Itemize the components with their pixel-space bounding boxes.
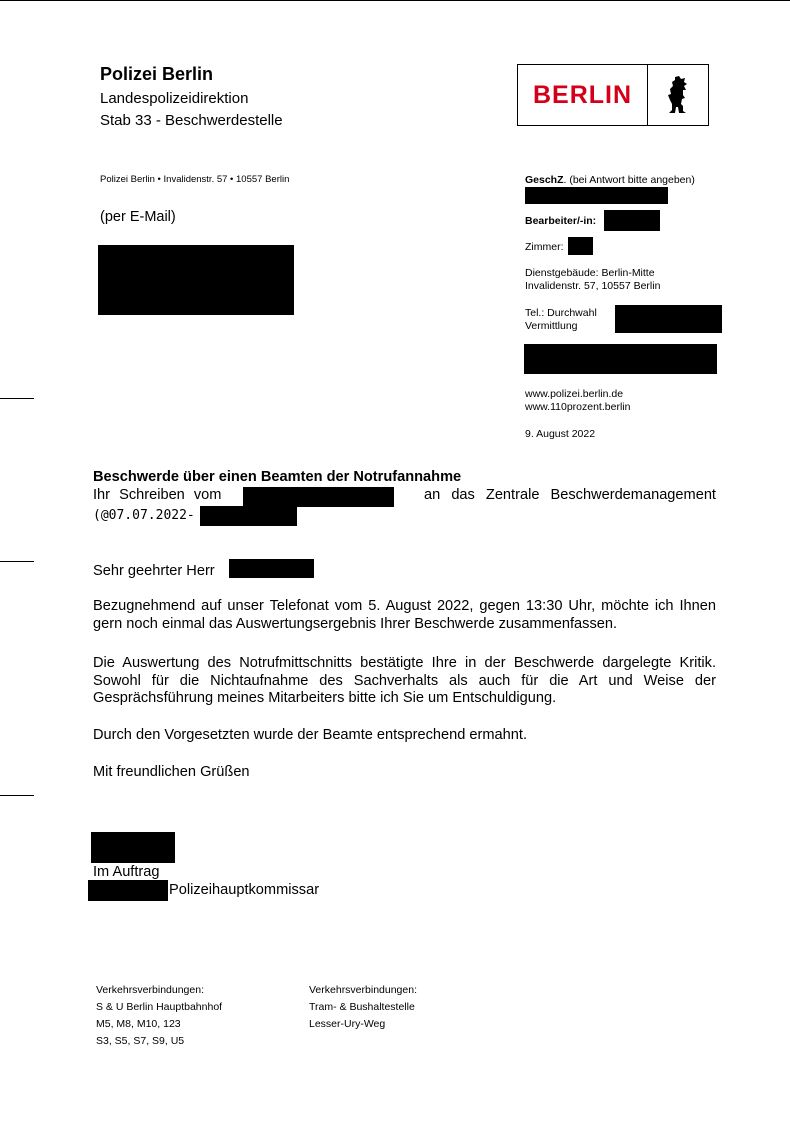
zimmer-label: Zimmer: — [525, 241, 564, 253]
footer-right-line-1: Tram- & Bushaltestelle — [309, 1001, 415, 1013]
redacted-recipient-name — [229, 559, 314, 578]
redacted-letter-date — [243, 487, 394, 507]
signer-rank: Polizeihauptkommissar — [169, 882, 320, 898]
footer-column-left — [96, 982, 222, 1050]
tel-label: Tel.: Durchwahl — [525, 307, 597, 319]
gesch-note: . (bei Antwort bitte angeben) — [563, 174, 695, 186]
im-auftrag: Im Auftrag — [93, 864, 160, 880]
fold-mark-top — [0, 398, 34, 399]
org-unit: Stab 33 - Beschwerdestelle — [100, 112, 283, 129]
footer-left-heading: Verkehrsverbindungen: — [96, 984, 204, 996]
org-name: Polizei Berlin — [100, 64, 214, 84]
reference-part-2: an das Zentrale Beschwerdemanagement — [424, 487, 716, 503]
redacted-email — [524, 344, 717, 374]
berlin-bear-icon — [664, 75, 692, 115]
reference-number: (@07.07.2022- — [93, 508, 195, 523]
footer-column-right — [309, 982, 417, 1033]
paragraph-1: Bezugnehmend auf unser Telefonat vom 5. August 2022, gegen 13:30 Uhr, möchte ich Ihnen gern noch einmal das Auswertungsergebnis Ihrer Beschwerde zusammenfassen. — [93, 598, 716, 632]
closing: Mit freundlichen Grüßen — [93, 764, 250, 780]
letter-date: 9. August 2022 — [525, 428, 596, 440]
redacted-room-number — [568, 237, 593, 255]
building-line-2: Invalidenstr. 57, 10557 Berlin — [525, 280, 661, 292]
salutation: Sehr geehrter Herr — [93, 563, 215, 579]
gesch-label: GeschZ — [525, 174, 564, 186]
punch-mark — [0, 561, 34, 562]
redacted-signer-name — [88, 880, 168, 901]
website-link-2[interactable]: www.110prozent.berlin — [525, 401, 631, 413]
paragraph-3: Durch den Vorgesetzten wurde der Beamte entsprechend ermahnt. — [93, 727, 528, 743]
subject-line: Beschwerde über einen Beamten der Notrufannahme — [93, 469, 462, 485]
redacted-phone-numbers — [615, 305, 722, 333]
redacted-reference-number — [525, 187, 668, 204]
reference-label — [525, 174, 695, 187]
footer-left-line-1: S & U Berlin Hauptbahnhof — [96, 1001, 223, 1013]
footer-left-line-3: S3, S5, S7, S9, U5 — [96, 1035, 185, 1047]
logo-text: BERLIN — [532, 81, 633, 109]
footer-right-line-2: Lesser-Ury-Weg — [309, 1018, 386, 1030]
paragraph-2: Die Auswertung des Notrufmittschnitts bestätigte Ihre in der Beschwerde dargelegte Kritik. Sowohl für die Nichtaufnahme des Sachverhalts als auch für die Art und Weise der Gesprächsführung meines Mitarbeiters bitte ich Sie um Entschuldigung. — [93, 655, 716, 706]
delivery-method: (per E-Mail) — [100, 209, 176, 225]
org-department: Landespolizeidirektion — [100, 90, 249, 107]
switchboard-label: Vermittlung — [525, 320, 578, 332]
redacted-case-number — [200, 506, 297, 526]
reference-line — [93, 487, 716, 505]
fold-mark-bottom — [0, 795, 34, 796]
footer-left-line-2: M5, M8, M10, 123 — [96, 1018, 181, 1030]
reference-part-1: Ihr Schreiben vom — [93, 487, 222, 503]
redacted-case-officer — [604, 210, 660, 231]
top-border — [0, 0, 790, 1]
sender-line: Polizei Berlin • Invalidenstr. 57 • 10557 Berlin — [100, 174, 290, 185]
building-line-1: Dienstgebäude: Berlin-Mitte — [525, 267, 655, 279]
footer-right-heading: Verkehrsverbindungen: — [309, 984, 417, 996]
website-link-1[interactable]: www.polizei.berlin.de — [525, 388, 624, 400]
berlin-logo — [517, 64, 709, 126]
bearbeiter-label: Bearbeiter/-in: — [525, 215, 597, 227]
logo-divider — [647, 65, 648, 125]
redacted-recipient-address — [98, 245, 294, 315]
redacted-signature — [91, 832, 175, 863]
